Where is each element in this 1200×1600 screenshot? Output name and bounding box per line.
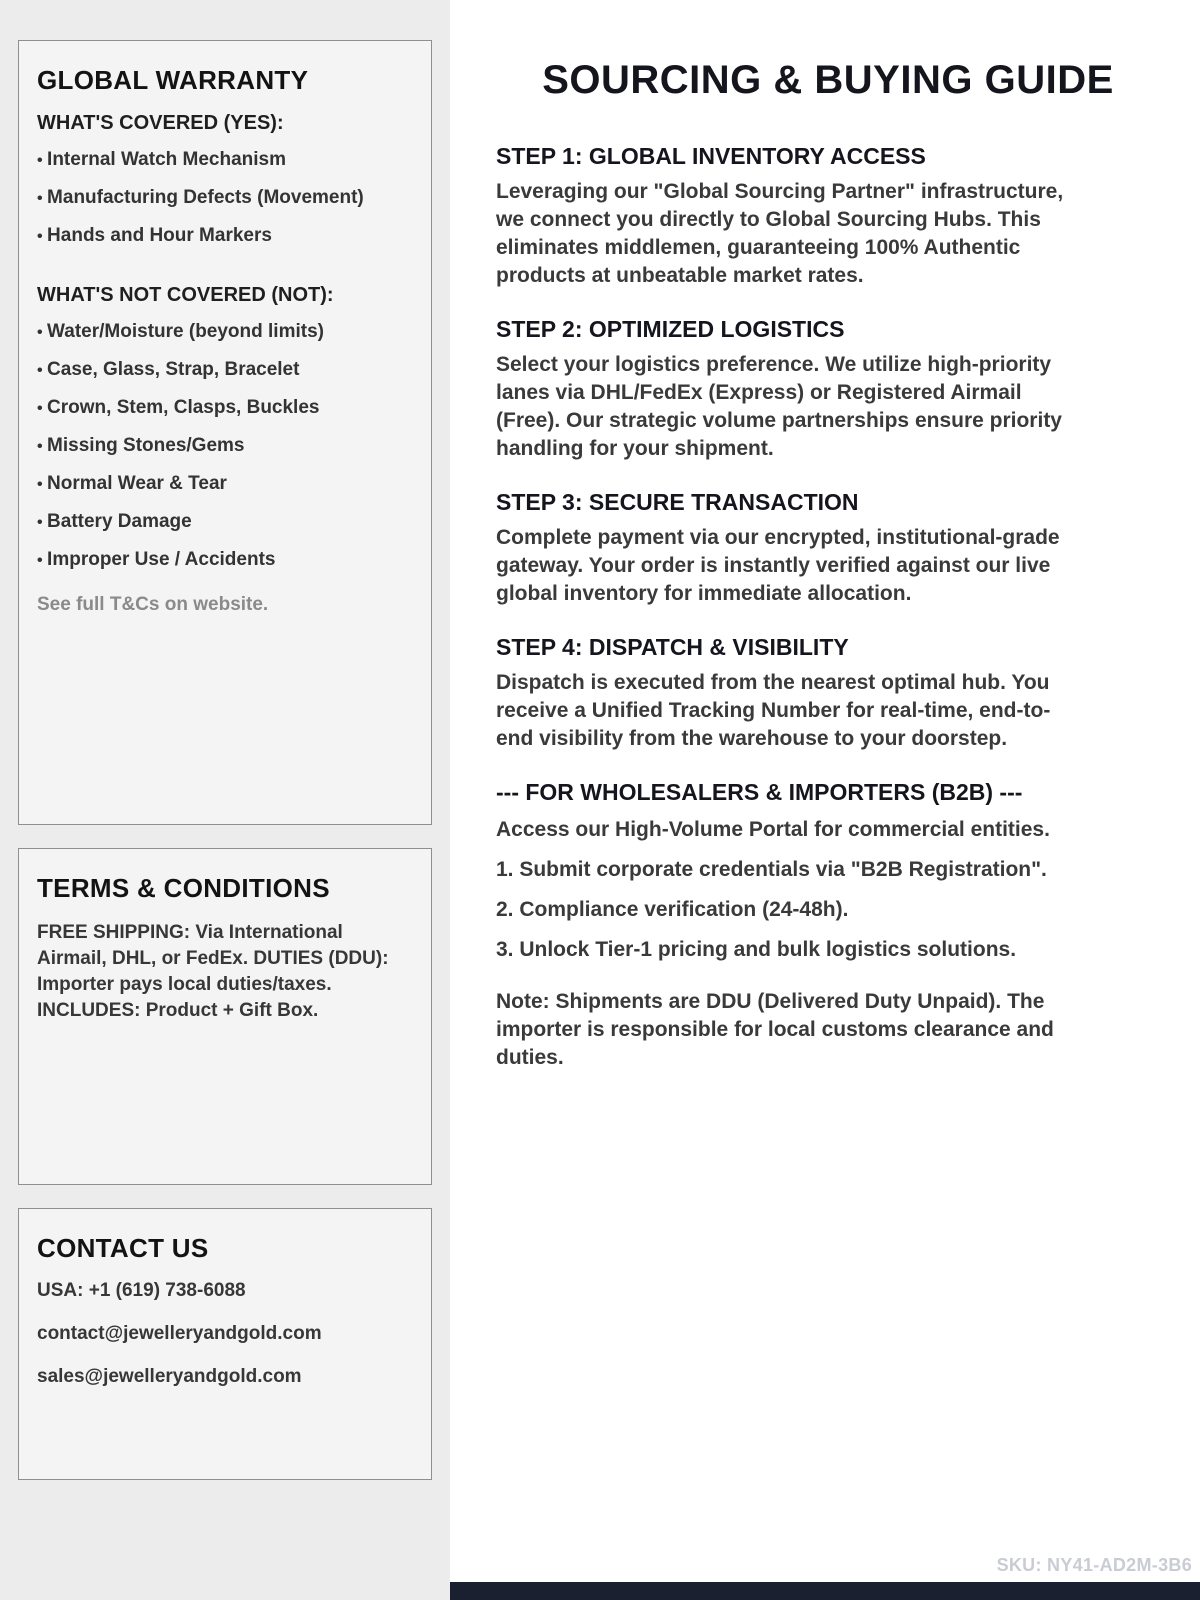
b2b-note: Note: Shipments are DDU (Delivered Duty Unpaid). The importer is responsible for local customs clearance and duties. [496,990,1054,1069]
b2b-item-3: 3. Unlock Tier-1 pricing and bulk logistics solutions. [496,938,1017,961]
list-item: • Normal Wear & Tear [37,473,413,496]
contact-panel [18,1208,432,1480]
list-item: • Battery Damage [37,511,413,534]
step-2-heading: STEP 2: OPTIMIZED LOGISTICS [496,316,845,342]
step-4-heading: STEP 4: DISPATCH & VISIBILITY [496,634,849,660]
b2b-item-2: 2. Compliance verification (24-48h). [496,898,849,921]
step-1-body: Leveraging our "Global Sourcing Partner" infrastructure, we connect you directly to Global Sourcing Hubs. This eliminates middlemen, guaranteeing 100% Authentic products at unbeatable market rates. [496,180,1064,287]
footer-bar [450,1582,1200,1600]
contact-email-sales: sales@jewelleryandgold.com [37,1366,302,1387]
sourcing-guide [450,0,1200,1600]
list-item: • Missing Stones/Gems [37,435,413,458]
step-2 [496,316,1160,463]
terms-panel [18,848,432,1185]
warranty-footnote: See full T&Cs on website. [37,594,269,615]
step-1 [496,143,1160,290]
list-item: • Manufacturing Defects (Movement) [37,187,413,210]
step-3-body: Complete payment via our encrypted, institutional-grade gateway. Your order is instantly verified against our live global inventory for immediate allocation. [496,526,1060,605]
step-4 [496,634,1160,753]
terms-body: FREE SHIPPING: Via International Airmail, DHL, or FedEx. DUTIES (DDU): Importer pays local duties/taxes. INCLUDES: Product + Gift Box. [37,922,389,1021]
list-item: • Hands and Hour Markers [37,225,413,248]
b2b-intro: Access our High-Volume Portal for commercial entities. [496,818,1050,841]
info-sidebar [0,0,450,1600]
contact-phone: USA: +1 (619) 738-6088 [37,1280,246,1301]
list-item: • Crown, Stem, Clasps, Buckles [37,397,413,420]
list-item: • Water/Moisture (beyond limits) [37,321,413,344]
page-title: SOURCING & BUYING GUIDE [542,58,1114,102]
sku-label: SKU: NY41-AD2M-3B6 [996,1555,1192,1575]
b2b-heading: --- FOR WHOLESALERS & IMPORTERS (B2B) --- [496,779,1023,805]
step-3-heading: STEP 3: SECURE TRANSACTION [496,489,859,515]
step-1-heading: STEP 1: GLOBAL INVENTORY ACCESS [496,143,926,169]
not-covered-heading: WHAT'S NOT COVERED (NOT): [37,284,334,306]
list-item: • Internal Watch Mechanism [37,149,413,172]
step-3 [496,489,1160,608]
not-covered-list [37,321,413,572]
list-item: • Case, Glass, Strap, Bracelet [37,359,413,382]
step-2-body: Select your logistics preference. We utilize high-priority lanes via DHL/FedEx (Express) or Registered Airmail (Free). Our strategic volume partnerships ensure priority handling for your shipment. [496,353,1062,460]
covered-heading: WHAT'S COVERED (YES): [37,112,284,134]
warranty-panel [18,40,432,825]
b2b-item-1: 1. Submit corporate credentials via "B2B Registration". [496,858,1047,881]
contact-email-primary: contact@jewelleryandgold.com [37,1323,322,1344]
step-4-body: Dispatch is executed from the nearest optimal hub. You receive a Unified Tracking Number for real-time, end-to-end visibility from the warehouse to your doorstep. [496,671,1051,750]
terms-title: TERMS & CONDITIONS [37,873,330,903]
b2b-section [496,779,1160,1072]
warranty-title: GLOBAL WARRANTY [37,65,309,95]
list-item: • Improper Use / Accidents [37,549,413,572]
contact-title: CONTACT US [37,1233,209,1263]
covered-list [37,149,413,248]
